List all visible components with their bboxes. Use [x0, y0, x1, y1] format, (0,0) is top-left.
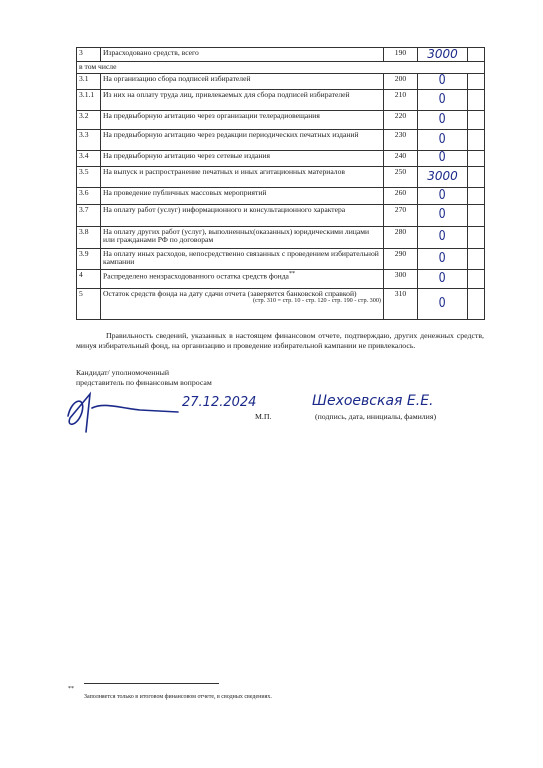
- table-row: [77, 89, 485, 110]
- row-label: На оплату других работ (услуг), выполненных(оказанных) юридическими лицами или гражданами РФ по договорам: [103, 226, 370, 245]
- handwritten-name: Шехоевская Е.Е.: [312, 393, 434, 409]
- row-amount-handwritten: 0: [438, 111, 447, 127]
- row-amount-handwritten: 0: [438, 131, 447, 147]
- row-amount-cell: [418, 89, 468, 110]
- table-row: [77, 150, 485, 166]
- table-row: [77, 129, 485, 150]
- row-number: 5: [77, 288, 101, 319]
- row-code: 200: [384, 74, 418, 90]
- expenses-table: [76, 47, 485, 320]
- row-label-cell: [101, 110, 384, 129]
- row-extra-cell: [468, 187, 485, 204]
- row-label-cell: [101, 248, 384, 269]
- row-code: 270: [384, 204, 418, 226]
- signature-caption: (подпись, дата, инициалы, фамилия): [315, 412, 437, 421]
- row-label: На проведение публичных массовых мероприятий: [103, 187, 267, 197]
- footnote-divider: [84, 683, 219, 684]
- row-amount-cell: [418, 110, 468, 129]
- table-row: [77, 248, 485, 269]
- row-label-cell: [101, 129, 384, 150]
- row-amount-handwritten: 0: [438, 295, 447, 311]
- candidate-block: [76, 368, 212, 388]
- row-label: Израсходовано средств, всего: [103, 48, 199, 57]
- row-label-cell: [101, 269, 384, 288]
- row-code: 240: [384, 150, 418, 166]
- table-row: [77, 62, 485, 74]
- row-label: На оплату работ (услуг) информационного и консультационного характера: [103, 204, 346, 214]
- row-amount-handwritten: 3000: [427, 169, 458, 184]
- row-code: 260: [384, 187, 418, 204]
- row-amount-cell: [418, 248, 468, 269]
- candidate-line-1: Кандидат/ уполномоченный: [76, 368, 170, 377]
- row-code: 220: [384, 110, 418, 129]
- candidate-line-2: представитель по финансовым вопросам: [76, 378, 212, 388]
- stamp-place-label: М.П.: [255, 412, 272, 421]
- row-extra-cell: [468, 89, 485, 110]
- table-row: [77, 226, 485, 248]
- row-code: 280: [384, 226, 418, 248]
- row-code: 250: [384, 166, 418, 187]
- row-amount-cell: [418, 226, 468, 248]
- row-label: На предвыборную агитацию через сетевые издания: [103, 150, 270, 160]
- row-amount-cell: [418, 129, 468, 150]
- row-label: Из них на оплату труда лиц, привлекаемых для сбора подписей избирателей: [103, 89, 350, 99]
- row-number: 3.1: [77, 74, 101, 90]
- row-code: 190: [384, 48, 418, 62]
- row-number: 3.1.1: [77, 89, 101, 110]
- row-amount-cell: [418, 166, 468, 187]
- row-number: 3.5: [77, 166, 101, 187]
- row-label-cell: [101, 187, 384, 204]
- row-extra-cell: [468, 288, 485, 319]
- table-row: [77, 187, 485, 204]
- row-label: На организацию сбора подписей избирателей: [103, 74, 251, 84]
- row-label-cell: [101, 150, 384, 166]
- row-label-cell: [101, 166, 384, 187]
- row-amount-cell: [418, 74, 468, 90]
- row-label-footnote-mark: **: [288, 269, 296, 277]
- handwritten-date: 27.12.2024: [182, 395, 257, 410]
- table-row: [77, 288, 485, 319]
- row-number: 3.4: [77, 150, 101, 166]
- row-label-cell: [101, 226, 384, 248]
- row-code: 290: [384, 248, 418, 269]
- table-row: [77, 110, 485, 129]
- row-amount-cell: [418, 48, 468, 62]
- confirmation-paragraph: [76, 331, 484, 351]
- row-number: 3.8: [77, 226, 101, 248]
- row-extra-cell: [468, 74, 485, 90]
- row-number: 3.9: [77, 248, 101, 269]
- table-row: [77, 166, 485, 187]
- row-number: 3: [77, 48, 101, 62]
- row-label-cell: [101, 204, 384, 226]
- row-number: 3.3: [77, 129, 101, 150]
- row-label: На оплату иных расходов, непосредственно связанных с проведением избирательной кампании: [103, 248, 379, 267]
- row-extra-cell: [468, 129, 485, 150]
- confirmation-text: Правильность сведений, указанных в настоящем финансовом отчете, подтверждаю, других денежных средств, минуя избирательный фонд, на организацию и проведение избирательной кампании не привлекалось.: [76, 331, 484, 351]
- row-amount-handwritten: 0: [438, 270, 447, 286]
- row-amount-cell: [418, 288, 468, 319]
- row-label: На выпуск и распространение печатных и иных агитационных материалов: [103, 166, 345, 176]
- row-formula-note: (стр. 310 = стр. 10 - стр. 120 - стр. 190 - стр. 300): [252, 297, 381, 305]
- row-extra-cell: [468, 48, 485, 62]
- row-label-cell: [101, 48, 384, 62]
- row-amount-handwritten: 0: [438, 150, 447, 166]
- row-amount-handwritten: 0: [438, 73, 447, 89]
- row-extra-cell: [468, 110, 485, 129]
- row-number: 3.6: [77, 187, 101, 204]
- footnote-text: Заполняется только в итоговом финансовом отчете, в сводных сведениях.: [84, 694, 272, 700]
- row-extra-cell: [468, 269, 485, 288]
- row-label: На предвыборную агитацию через редакции периодических печатных изданий: [103, 129, 359, 139]
- footnote-mark: **: [68, 686, 74, 692]
- table-row: [77, 269, 485, 288]
- expenses-table-body: [77, 48, 485, 320]
- table-row: [77, 204, 485, 226]
- row-label: Остаток средств фонда на дату сдачи отчета (заверяется банковской справкой): [103, 288, 357, 298]
- row-amount-handwritten: 0: [438, 229, 447, 245]
- row-amount-cell: [418, 269, 468, 288]
- table-row: [77, 74, 485, 90]
- table-row: [77, 48, 485, 62]
- row-amount-handwritten: 0: [438, 207, 447, 223]
- row-code: 300: [384, 269, 418, 288]
- row-label-cell: [101, 288, 384, 319]
- row-amount-handwritten: 0: [438, 250, 447, 266]
- row-extra-cell: [468, 204, 485, 226]
- row-number: 4: [77, 269, 101, 288]
- row-amount-cell: [418, 187, 468, 204]
- row-span-label: в том числе: [77, 62, 485, 74]
- row-label-cell: [101, 89, 384, 110]
- row-label-cell: [101, 74, 384, 90]
- row-label: Распределено неизрасходованного остатка средств фонда: [103, 271, 289, 281]
- row-amount-handwritten: 3000: [427, 47, 458, 61]
- row-amount-cell: [418, 150, 468, 166]
- handwritten-signature: [60, 388, 180, 436]
- row-number: 3.7: [77, 204, 101, 226]
- row-extra-cell: [468, 248, 485, 269]
- row-code: 210: [384, 89, 418, 110]
- row-label: На предвыборную агитацию через организации телерадиовещания: [103, 110, 320, 120]
- row-amount-cell: [418, 204, 468, 226]
- row-extra-cell: [468, 150, 485, 166]
- row-number: 3.2: [77, 110, 101, 129]
- row-amount-handwritten: 0: [438, 187, 447, 203]
- row-extra-cell: [468, 166, 485, 187]
- row-extra-cell: [468, 226, 485, 248]
- row-amount-handwritten: 0: [438, 91, 447, 107]
- row-code: 230: [384, 129, 418, 150]
- row-code: 310: [384, 288, 418, 319]
